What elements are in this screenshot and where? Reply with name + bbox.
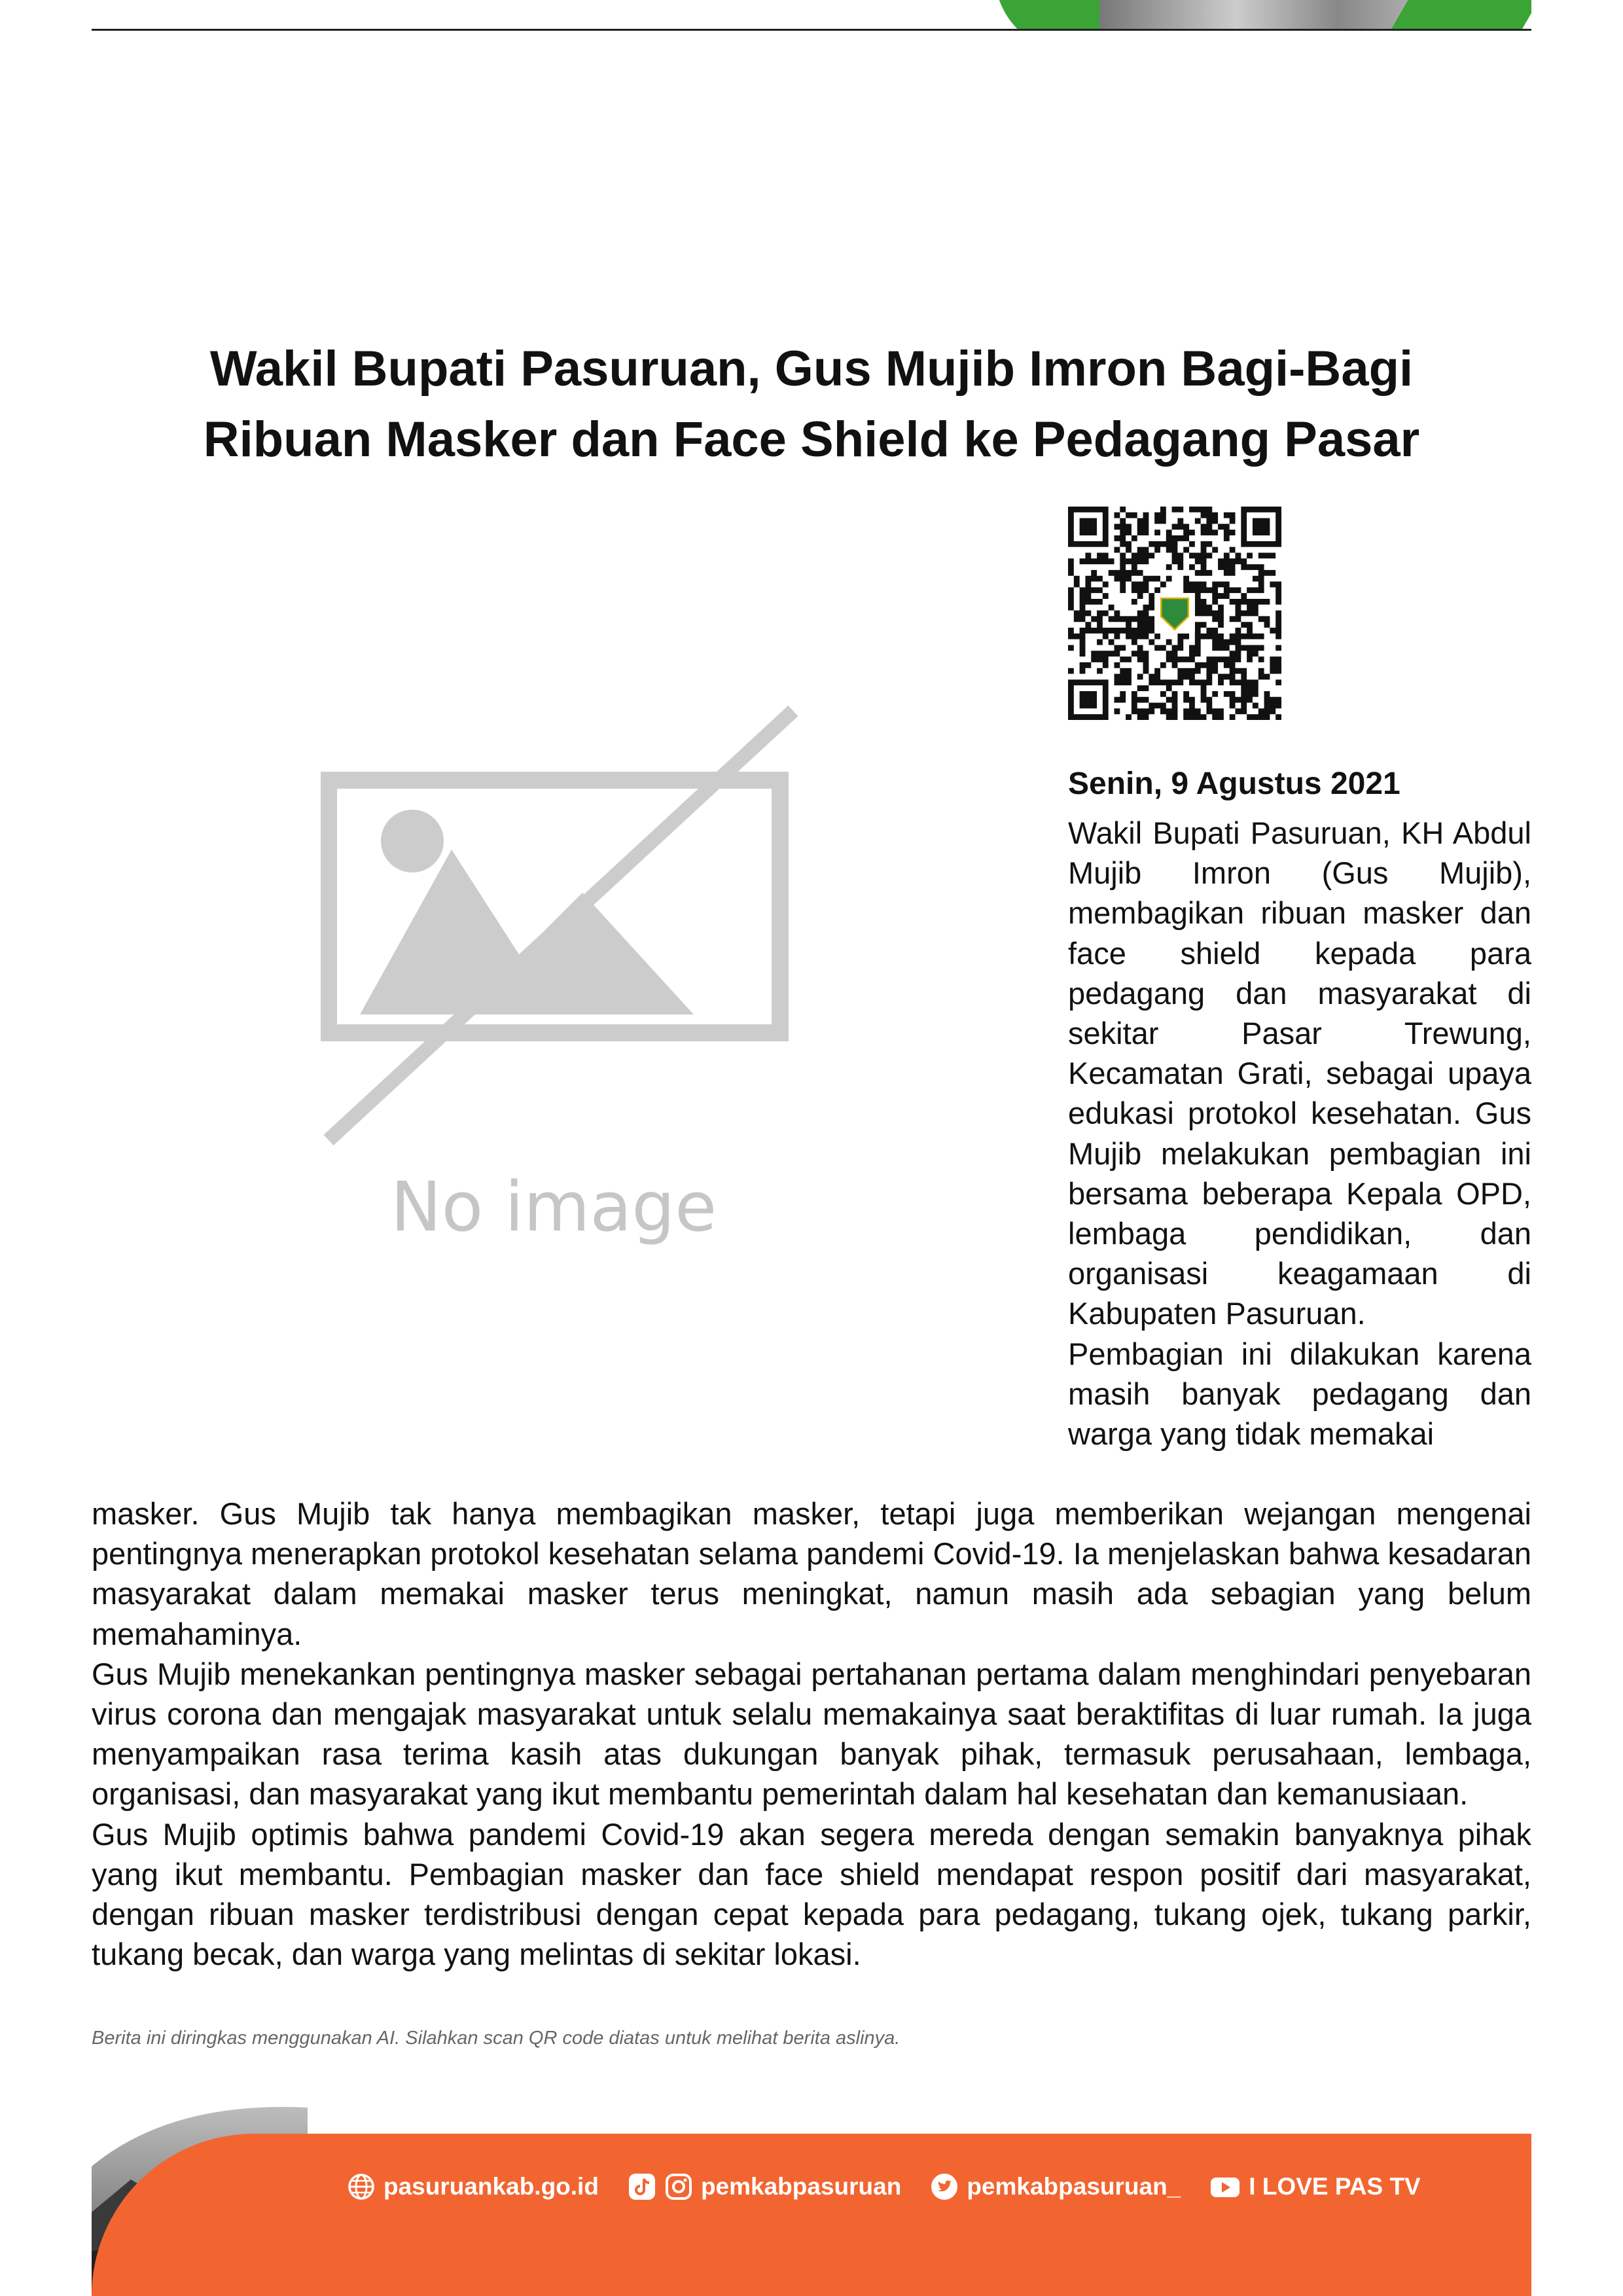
article-body-text: [92, 1494, 1531, 1974]
article-date: Senin, 9 Agustus 2021: [1068, 766, 1400, 801]
no-image-icon: [321, 694, 818, 1270]
ai-summary-note: Berita ini diringkas menggunakan AI. Silahkan scan QR code diatas untuk melihat berita aslinya.: [92, 2028, 901, 2049]
article-paragraph-2-rest: masker. Gus Mujib tak hanya membagikan masker, tetapi juga memberikan wejangan mengenai pentingnya menerapkan protokol kesehatan selama pandemi Covid-19. Ia menjelaskan bahwa kesadaran masyarakat dalam memakai masker terus meningkat, namun masih ada sebagian yang belum memahaminya.: [92, 1496, 1531, 1651]
article-title-line-2: Ribuan Masker dan Face Shield ke Pedagang Pasar: [203, 412, 1420, 467]
footer-website-label: pasuruankab.go.id: [383, 2173, 599, 2200]
globe-icon: [347, 2172, 376, 2201]
footer-youtube-link[interactable]: [1209, 2172, 1420, 2201]
footer-twitter-link[interactable]: [930, 2172, 1181, 2201]
instagram-icon: [664, 2172, 693, 2201]
article-title: [92, 334, 1531, 475]
article-title-line-1: Wakil Bupati Pasuruan, Gus Mujib Imron Bagi-Bagi: [209, 341, 1414, 397]
footer-instagram-label: pemkabpasuruan: [700, 2173, 902, 2200]
youtube-icon: [1209, 2172, 1241, 2201]
top-banner-photo: [995, 0, 1531, 30]
article-paragraph-2-start: Pembagian ini dilakukan karena masih banyak pedagang dan warga yang tidak memakai: [1068, 1336, 1531, 1452]
twitter-icon: [930, 2172, 959, 2201]
footer-social-links: [347, 2170, 1450, 2204]
article-paragraph-4: Gus Mujib optimis bahwa pandemi Covid-19 akan segera mereda dengan semakin banyaknya pihak yang ikut membantu. Pembagian masker dan face shield mendapat respon positif dari masyarakat, dengan ribuan masker terdistribusi dengan cepat kepada para pedagang, tukang ojek, tukang parkir, tukang becak, dan warga yang melintas di sekitar lokasi.: [92, 1816, 1531, 1972]
article-paragraph-3: Gus Mujib menekankan pentingnya masker sebagai pertahanan pertama dalam menghindari penyebaran virus corona dan mengajak masyarakat untuk selalu memakainya saat beraktifitas di luar rumah. Ia juga menyampaikan rasa terima kasih atas dukungan banyak pihak, termasuk perusahaan, lembaga, organisasi, dan masyarakat yang ikut membantu pemerintah dalam hal kesehatan dan kemanusiaan.: [92, 1656, 1531, 1812]
no-image-label: No image: [390, 1167, 717, 1247]
article-paragraph-1: Wakil Bupati Pasuruan, KH Abdul Mujib Imron (Gus Mujib), membagikan ribuan masker dan face shield kepada para pedagang dan masyarakat di sekitar Pasar Trewung, Kecamatan Grati, sebagai upaya edukasi protokol kesehatan. Gus Mujib melakukan pembagian ini bersama beberapa Kepala OPD, lembaga pendidikan, dan organisasi keagamaan di Kabupaten Pasuruan.: [1068, 816, 1531, 1331]
qr-code-icon: [1068, 507, 1281, 720]
footer-bar: [92, 2134, 1531, 2296]
tiktok-icon: [628, 2172, 656, 2201]
top-divider: [92, 29, 1531, 31]
article-image-placeholder: [321, 694, 818, 1270]
footer-twitter-label: pemkabpasuruan_: [967, 2173, 1181, 2200]
footer-tiktok-instagram-link[interactable]: [628, 2172, 901, 2201]
footer-youtube-label: I LOVE PAS TV: [1249, 2173, 1421, 2200]
footer-website-link[interactable]: [347, 2172, 599, 2201]
article-column-text: [1068, 813, 1531, 1454]
